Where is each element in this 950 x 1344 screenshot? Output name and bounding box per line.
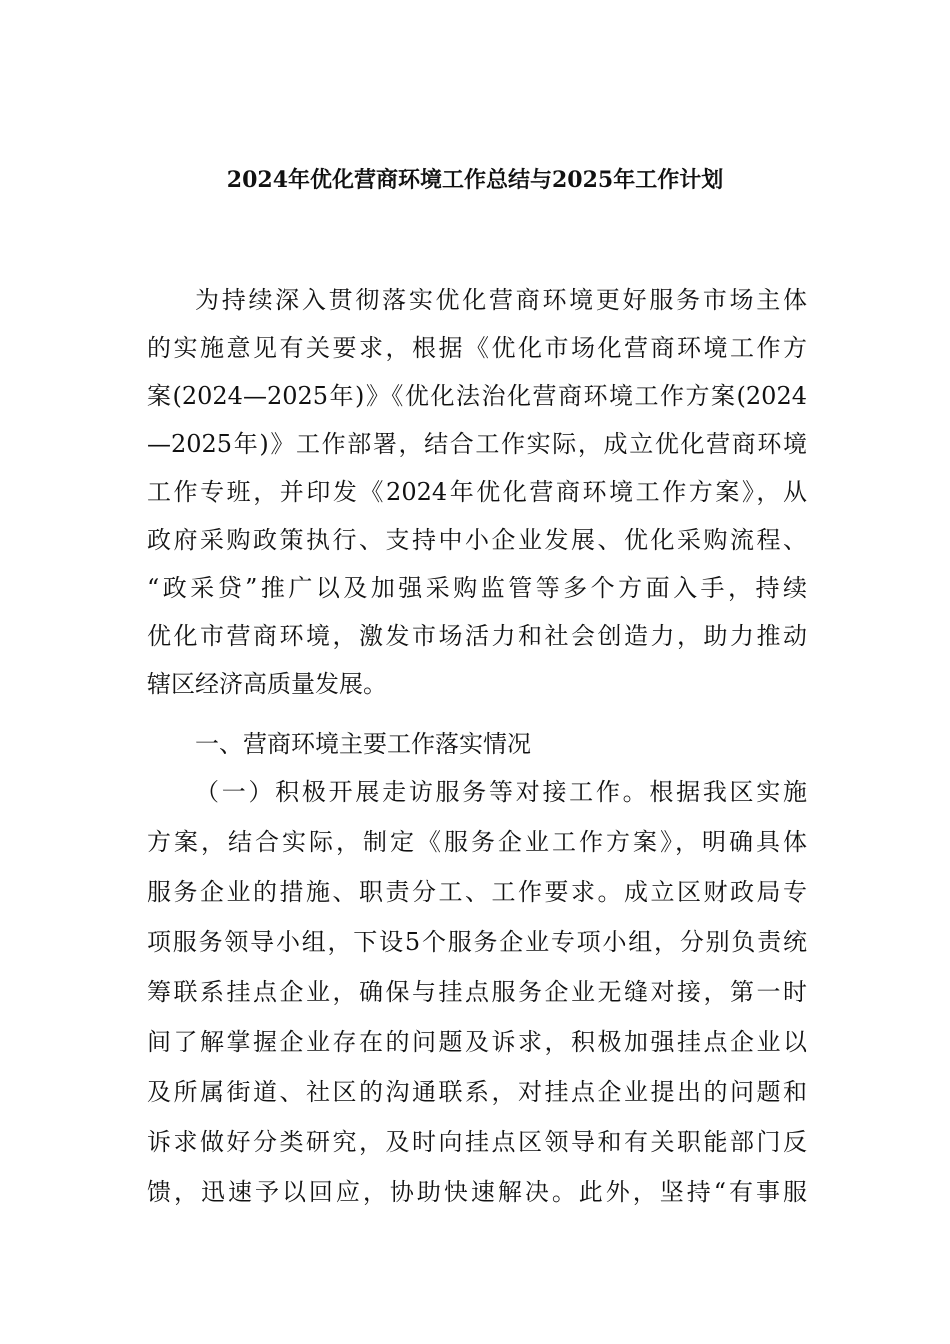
- intro-line: —2025年)》工作部署，结合工作实际，成立优化营商环境: [147, 430, 807, 458]
- subsection-line: 筹联系挂点企业，确保与挂点服务企业无缝对接，第一时: [147, 978, 807, 1006]
- intro-line: 辖区经济高质量发展。: [147, 670, 387, 698]
- intro-line: 政府采购政策执行、支持中小企业发展、优化采购流程、: [147, 526, 807, 554]
- subsection-line: 项服务领导小组，下设5个服务企业专项小组，分别负责统: [147, 928, 807, 956]
- intro-line: 工作专班，并印发《2024年优化营商环境工作方案》，从: [147, 478, 807, 506]
- subsection-line: 服务企业的措施、职责分工、工作要求。成立区财政局专: [147, 878, 807, 906]
- intro-line: 的实施意见有关要求，根据《优化市场化营商环境工作方: [147, 334, 807, 362]
- subsection-line: 及所属街道、社区的沟通联系，对挂点企业提出的问题和: [147, 1078, 807, 1106]
- intro-line: “政采贷”推广以及加强采购监管等多个方面入手，持续: [147, 574, 807, 602]
- intro-line: 优化市营商环境，激发市场活力和社会创造力，助力推动: [147, 622, 807, 650]
- subsection-line: （一）积极开展走访服务等对接工作。根据我区实施: [195, 778, 807, 806]
- subsection-line: 方案，结合实际，制定《服务企业工作方案》，明确具体: [147, 828, 807, 856]
- subsection-line: 诉求做好分类研究，及时向挂点区领导和有关职能部门反: [147, 1128, 807, 1156]
- section-heading: 一、营商环境主要工作落实情况: [195, 730, 531, 758]
- intro-line: 为持续深入贯彻落实优化营商环境更好服务市场主体: [195, 286, 807, 314]
- intro-line: 案(2024—2025年)》《优化法治化营商环境工作方案(2024: [147, 382, 807, 410]
- subsection-line: 馈，迅速予以回应，协助快速解决。此外，坚持“有事服: [147, 1178, 807, 1206]
- subsection-line: 间了解掌握企业存在的问题及诉求，积极加强挂点企业以: [147, 1028, 807, 1056]
- document-title: 2024年优化营商环境工作总结与2025年工作计划: [226, 167, 724, 193]
